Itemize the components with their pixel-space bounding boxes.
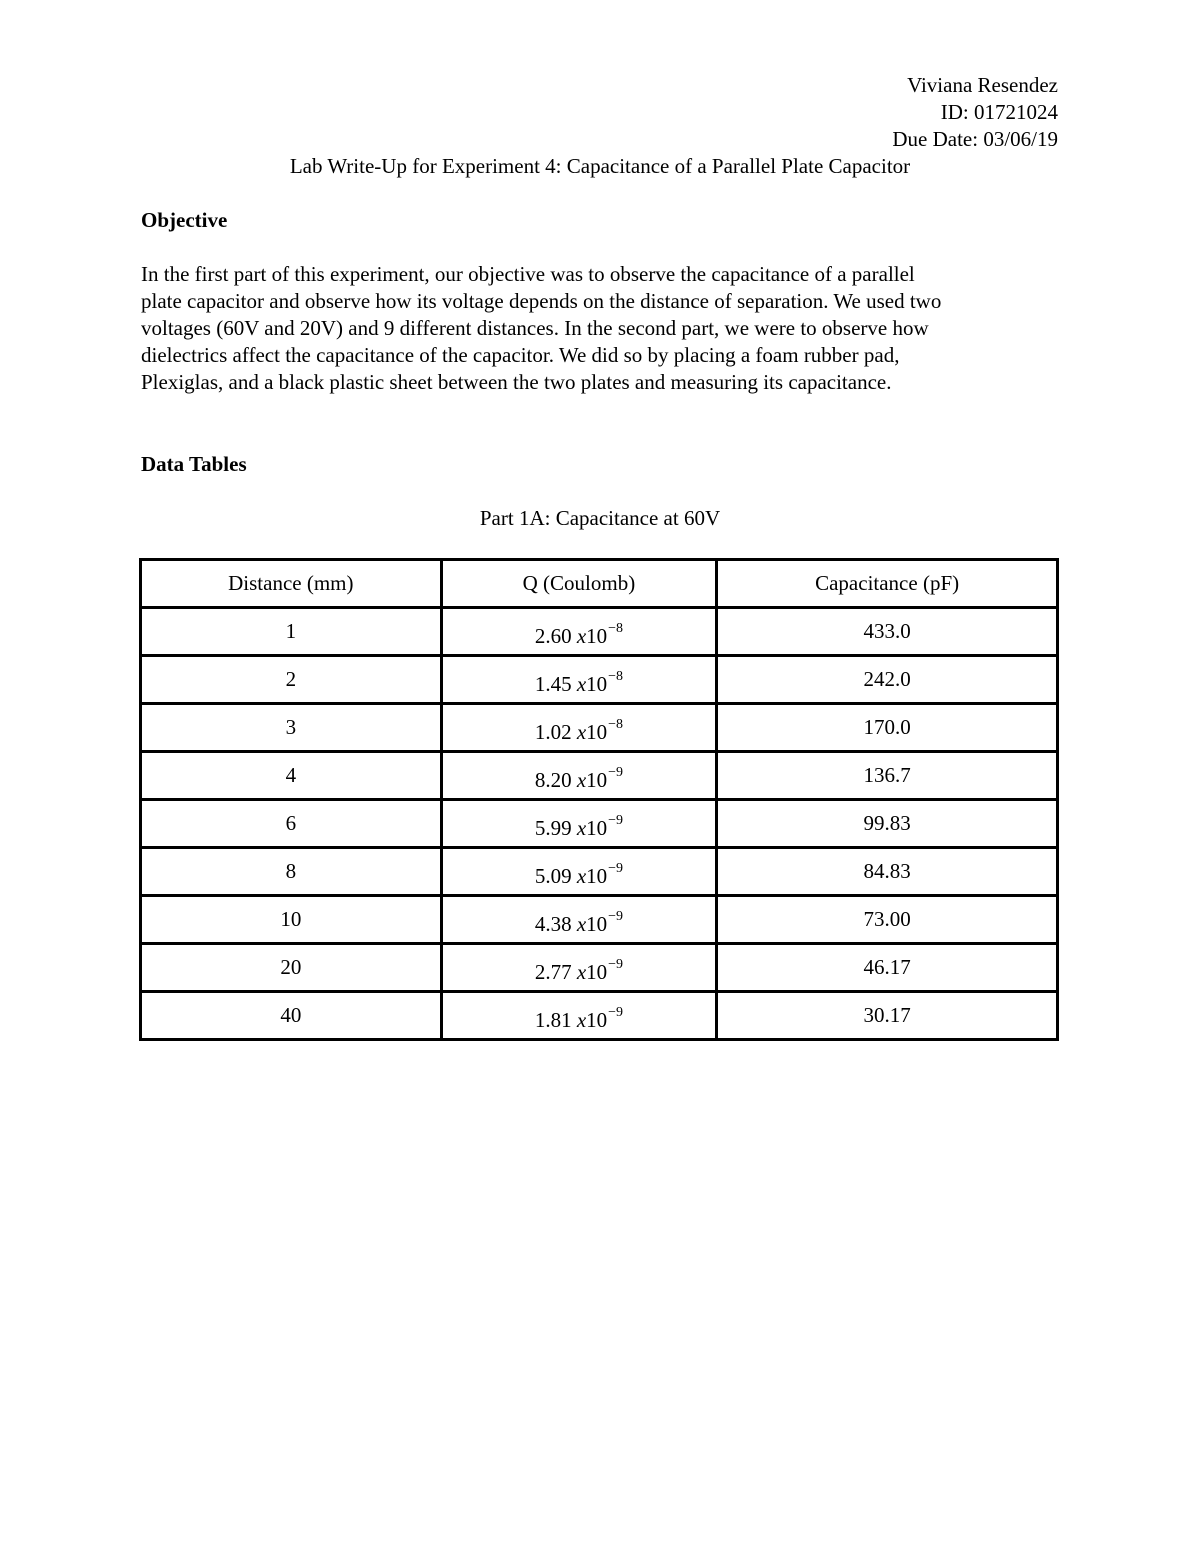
objective-line: voltages (60V and 20V) and 9 different distances. In the second part, we were to observe how: [141, 316, 929, 340]
times-sign: x: [576, 767, 587, 792]
charge-value: [535, 765, 623, 793]
author-header: [892, 72, 1058, 153]
charge-base: 10: [586, 767, 608, 792]
charge-mantissa: 8.20: [534, 767, 572, 792]
objective-heading: Objective: [141, 208, 228, 232]
times-sign: x: [576, 719, 587, 744]
charge-exponent: −9: [608, 860, 624, 876]
capacitance-cell: 84.83: [717, 848, 1058, 896]
distance-cell: 2: [141, 656, 442, 704]
charge-value: [535, 909, 623, 937]
distance-cell: 1: [141, 608, 442, 656]
charge-base: 10: [586, 959, 608, 984]
charge-value: [535, 957, 623, 985]
charge-cell: [441, 992, 717, 1040]
distance-cell: 4: [141, 752, 442, 800]
column-header-distance: Distance (mm): [141, 560, 442, 608]
table-row: [141, 704, 1058, 752]
table-row: [141, 752, 1058, 800]
charge-base: 10: [586, 719, 608, 744]
charge-cell: [441, 944, 717, 992]
charge-base: 10: [586, 911, 608, 936]
table-row: [141, 800, 1058, 848]
capacitance-cell: 73.00: [717, 896, 1058, 944]
objective-line: Plexiglas, and a black plastic sheet between the two plates and measuring its capacitance.: [141, 370, 892, 394]
distance-cell: 3: [141, 704, 442, 752]
charge-cell: [441, 608, 717, 656]
distance-cell: 8: [141, 848, 442, 896]
table-header-row: [141, 560, 1058, 608]
charge-exponent: −8: [608, 620, 624, 636]
charge-mantissa: 5.09: [534, 863, 572, 888]
times-sign: x: [576, 1007, 587, 1032]
distance-cell: 6: [141, 800, 442, 848]
distance-cell: 40: [141, 992, 442, 1040]
table-row: [141, 944, 1058, 992]
charge-exponent: −9: [608, 908, 624, 924]
charge-exponent: −9: [608, 764, 624, 780]
charge-mantissa: 1.02: [534, 719, 572, 744]
author-name: Viviana Resendez: [907, 73, 1058, 97]
charge-cell: [441, 800, 717, 848]
charge-mantissa: 5.99: [534, 815, 572, 840]
charge-base: 10: [586, 863, 608, 888]
times-sign: x: [576, 863, 587, 888]
objective-paragraph: [141, 261, 1061, 396]
charge-cell: [441, 752, 717, 800]
charge-cell: [441, 704, 717, 752]
document-title: Lab Write-Up for Experiment 4: Capacitance of a Parallel Plate Capacitor: [289, 154, 911, 178]
table-row: [141, 992, 1058, 1040]
times-sign: x: [576, 671, 587, 696]
distance-cell: 10: [141, 896, 442, 944]
student-id: ID: 01721024: [940, 100, 1058, 124]
charge-exponent: −9: [608, 812, 624, 828]
charge-base: 10: [586, 671, 608, 696]
charge-base: 10: [586, 815, 608, 840]
charge-cell: [441, 896, 717, 944]
capacitance-cell: 242.0: [717, 656, 1058, 704]
capacitance-cell: 99.83: [717, 800, 1058, 848]
times-sign: x: [576, 623, 587, 648]
capacitance-table: [139, 558, 1059, 1041]
charge-mantissa: 4.38: [534, 911, 572, 936]
table-body: [141, 608, 1058, 1040]
charge-value: [535, 861, 623, 889]
objective-line: dielectrics affect the capacitance of the capacitor. We did so by placing a foam rubber pad,: [141, 343, 900, 367]
charge-mantissa: 1.45: [534, 671, 572, 696]
charge-value: [535, 1005, 623, 1033]
times-sign: x: [576, 959, 587, 984]
data-tables-heading: Data Tables: [141, 452, 247, 476]
table-row: [141, 896, 1058, 944]
column-header-charge: Q (Coulomb): [441, 560, 717, 608]
charge-value: [535, 621, 623, 649]
table-row: [141, 656, 1058, 704]
objective-line: In the first part of this experiment, our objective was to observe the capacitance of a parallel: [141, 262, 915, 286]
charge-exponent: −9: [608, 956, 624, 972]
charge-exponent: −8: [608, 716, 624, 732]
charge-cell: [441, 848, 717, 896]
charge-mantissa: 1.81: [534, 1007, 572, 1032]
charge-value: [535, 669, 623, 697]
charge-base: 10: [586, 1007, 608, 1032]
times-sign: x: [576, 911, 587, 936]
capacitance-cell: 136.7: [717, 752, 1058, 800]
charge-mantissa: 2.77: [534, 959, 572, 984]
charge-value: [535, 813, 623, 841]
charge-mantissa: 2.60: [534, 623, 572, 648]
charge-value: [535, 717, 623, 745]
times-sign: x: [576, 815, 587, 840]
column-header-capacitance: Capacitance (pF): [717, 560, 1058, 608]
charge-cell: [441, 656, 717, 704]
charge-exponent: −9: [608, 1004, 624, 1020]
capacitance-cell: 46.17: [717, 944, 1058, 992]
distance-cell: 20: [141, 944, 442, 992]
table-row: [141, 608, 1058, 656]
charge-exponent: −8: [608, 668, 624, 684]
objective-line: plate capacitor and observe how its voltage depends on the distance of separation. We used two: [141, 289, 942, 313]
table-row: [141, 848, 1058, 896]
capacitance-cell: 433.0: [717, 608, 1058, 656]
due-date: Due Date: 03/06/19: [892, 127, 1058, 151]
charge-base: 10: [586, 623, 608, 648]
capacitance-cell: 170.0: [717, 704, 1058, 752]
table-caption: Part 1A: Capacitance at 60V: [479, 506, 721, 530]
capacitance-cell: 30.17: [717, 992, 1058, 1040]
